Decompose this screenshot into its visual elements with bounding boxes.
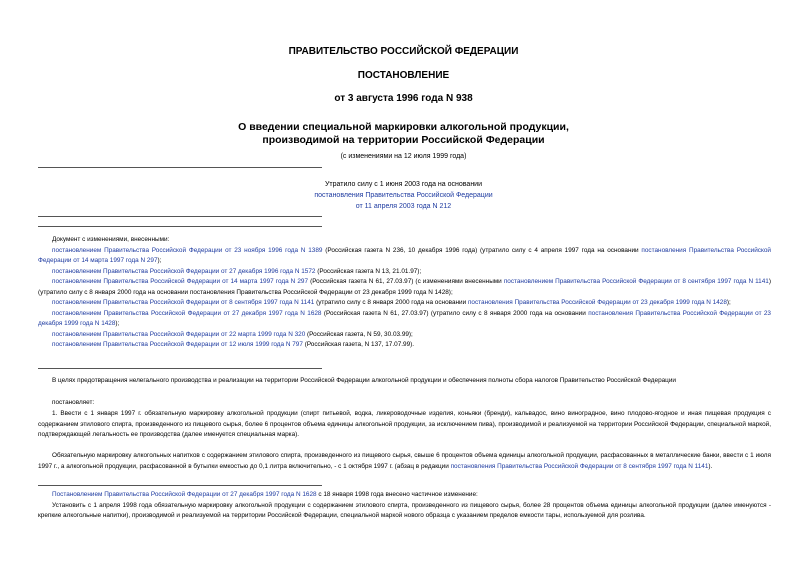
changes-item-link-2[interactable]: постановления Правительства Российской Федерации от 23 декабря 1999 года N 1428 <box>38 309 771 327</box>
resolves-block <box>38 398 771 409</box>
changes-item-tail: ); <box>157 257 162 264</box>
divider <box>38 368 322 369</box>
clause-1-text: 1. Ввести с 1 января 1997 г. обязательную маркировку алкогольной продукции (спирт питьевой, водка, ликероводочные изделия, коньяки (бренди), кальвадос, вино виноградное, вино плодово-ягодное и иная пищевая продукция с содержанием этилового спирта, произведенного из пищевого сырья, более 6 процентов объема единицы алкогольной продукции, за исключением пива), производимой и реализуемой на территории Российской Федерации, специальной маркой, подтверждающей легальность ее производства (далее именуется специальная марка). <box>38 410 771 438</box>
changes-item <box>38 267 771 278</box>
changes-item <box>38 298 771 309</box>
changes-item-link[interactable]: постановлением Правительства Российской Федерации от 27 декабря 1996 года N 1572 <box>52 267 316 275</box>
preamble <box>38 376 771 387</box>
partial-change-note <box>38 490 771 522</box>
lost-force-link-line-3[interactable]: от 11 апреля 2003 года N 212 <box>355 203 452 210</box>
changes-item <box>38 246 771 267</box>
paragraph-tail: ). <box>708 462 713 470</box>
changes-item <box>38 330 771 341</box>
changes-item-link[interactable]: постановлением Правительства Российской Федерации от 22 марта 1999 года N 320 <box>52 330 306 338</box>
changes-item-text: (Российская газета, N 59, 30.03.99); <box>305 330 413 338</box>
lost-force-line-1: Утратило силу с 1 июня 2003 года на основании <box>324 181 483 188</box>
paragraph-text: Обязательную маркировку алкогольных напитков с содержанием этилового спирта, произведенного из пищевого сырья, свыше 6 процентов объема единицы алкогольной продукции, расфасованных в металлические банки, ввести с 1 июля 1997 г., а алкогольной продукции, расфасованной в бутылки емкостью до 0,1 литра включительно, - с 1 октября 1997 г. (абзац в редакции <box>38 452 771 470</box>
changes-item-link-2[interactable]: постановлением Правительства Российской Федерации от 8 сентября 1997 года N 1141 <box>503 278 769 285</box>
changes-item-link[interactable]: постановлением Правительства Российской Федерации от 8 сентября 1997 года N 1141 <box>52 299 315 306</box>
changes-item <box>38 340 771 351</box>
changes-item-text: (Российская газета N 61, 27.03.97) (с изменениями внесенными <box>308 278 504 285</box>
changes-item-tail: ); <box>726 299 731 306</box>
changes-intro: Документ с изменениями, внесенными: <box>52 236 170 243</box>
changes-item-text: (Российская газета N 236, 10 декабря 1996 года) (утратило силу с 4 апреля 1997 года на основании <box>322 246 642 254</box>
changes-item-tail: ); <box>115 320 120 327</box>
divider <box>38 226 322 227</box>
changes-item <box>38 277 771 298</box>
changes-list <box>38 235 771 351</box>
partial-change-body: Установить с 1 апреля 1998 года обязательную маркировку алкогольной продукции с содержанием этилового спирта, произведенного из пищевого сырья, более 28 процентов объема единицы алкогольной продукции (далее именуются - крепкие алкогольные напитки), производимой и реализуемой на территории Российской Федерации, специальной маркой нового образца с указанием пределов емкости тары, используемой для розлива. <box>38 501 771 519</box>
changes-item-link[interactable]: постановлением Правительства Российской Федерации от 23 ноября 1996 года N 1389 <box>52 246 323 254</box>
divider <box>38 485 322 486</box>
divider <box>38 216 322 217</box>
changes-item-link[interactable]: постановлением Правительства Российской Федерации от 12 июля 1999 года N 797 <box>52 341 303 348</box>
changes-item-text: (Российская газета N 13, 21.01.97); <box>315 267 422 275</box>
document-title-line-2: производимой на территории Российской Федерации <box>262 134 545 146</box>
amendment-note: (с изменениями на 12 июля 1999 года) <box>340 153 467 160</box>
partial-change-tail: с 18 января 1998 года внесено частичное изменение: <box>316 491 478 498</box>
clause-1-paragraph-2 <box>38 451 771 472</box>
document-title-line-1: О введении специальной маркировки алкогольной продукции, <box>238 121 569 133</box>
clause-1-paragraph-2-text <box>38 451 771 472</box>
changes-item-link[interactable]: постановлением Правительства Российской Федерации от 27 декабря 1997 года N 1628 <box>52 309 322 317</box>
partial-change-link[interactable]: Постановлением Правительства Российской Федерации от 27 декабря 1997 года N 1628 <box>52 491 317 498</box>
changes-item-link-2[interactable]: постановления Правительства Российской Федерации от 23 декабря 1999 года N 1428 <box>467 299 727 306</box>
amendment-link[interactable]: постановления Правительства Российской Федерации от 8 сентября 1997 года N 1141 <box>450 462 709 470</box>
clause-1 <box>38 409 771 441</box>
changes-item-link[interactable]: постановлением Правительства Российской Федерации от 14 марта 1997 года N 297 <box>52 278 309 285</box>
government-heading: ПРАВИТЕЛЬСТВО РОССИЙСКОЙ ФЕДЕРАЦИИ <box>288 46 519 57</box>
changes-item-link-2[interactable]: постановления Правительства Российской Федерации от 14 марта 1997 года N 297 <box>38 246 771 264</box>
lost-force-link-line-2[interactable]: постановления Правительства Российской Федерации <box>314 192 493 199</box>
preamble-text: В целях предотвращения нелегального производства и реализации на территории Российской Федерации алкогольной продукции и обеспечения полноты сбора налогов Правительство Российской Федерации <box>52 377 676 384</box>
document-type: ПОСТАНОВЛЕНИЕ <box>357 70 450 81</box>
changes-item <box>38 309 771 330</box>
changes-item-text: (утратило силу с 8 января 2000 года на основании <box>314 299 468 306</box>
divider <box>38 167 322 168</box>
changes-item-tail: ) (утратило силу с 8 января 2000 года на основании постановления Правительства Российской Федерации от 23 декабря 1999 года N 1428); <box>38 278 771 296</box>
document-date-number: от 3 августа 1996 года N 938 <box>334 93 473 104</box>
resolves-word: постановляет: <box>52 399 95 406</box>
changes-item-text: (Российская газета N 61, 27.03.97) (утратило силу с 8 января 2000 года на основании <box>321 309 589 317</box>
changes-item-text: (Российская газета, N 137, 17.07.99). <box>302 341 415 348</box>
partial-change-text <box>38 490 771 501</box>
